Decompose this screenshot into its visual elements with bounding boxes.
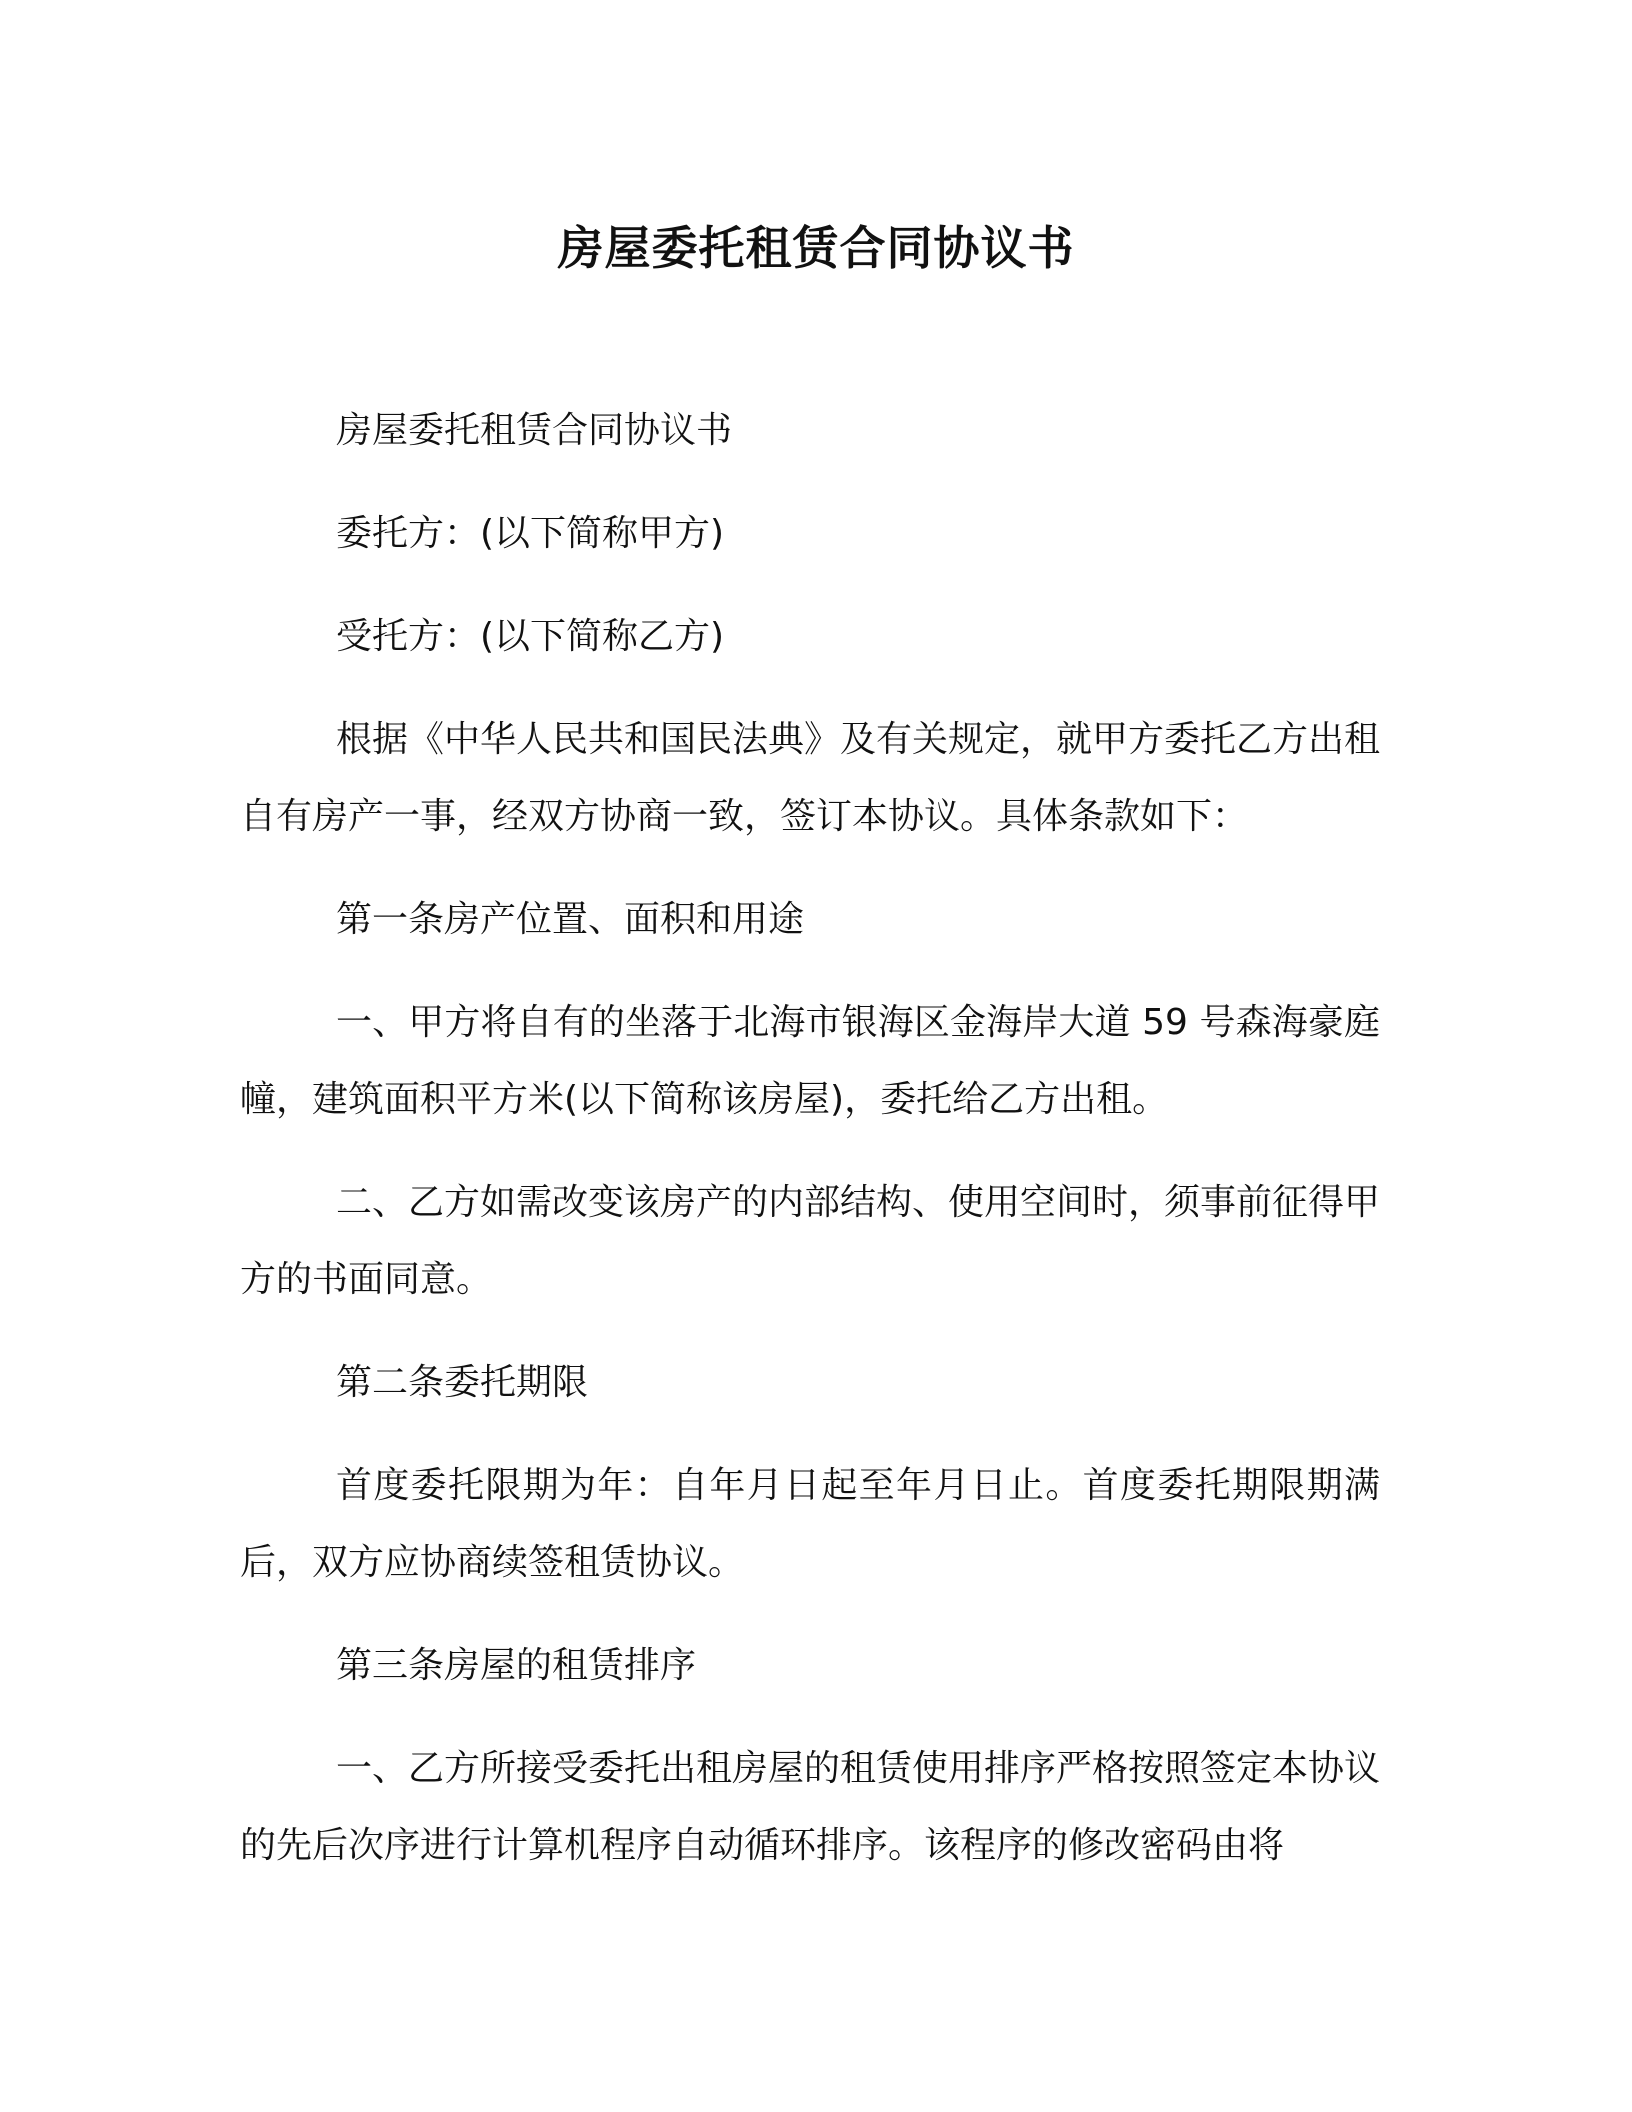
article-3-clause-1: 一、乙方所接受委托出租房屋的租赁使用排序严格按照签定本协议的先后次序进行计算机程序自动循环排序。该程序的修改密码由将: [240, 1748, 1381, 1866]
document-body: [240, 392, 1380, 1910]
paragraph-party-a: 委托方：(以下简称甲方): [336, 513, 725, 554]
article-1-heading: 第一条房产位置、面积和用途: [336, 899, 805, 940]
article-3-heading: 第三条房屋的租赁排序: [336, 1645, 697, 1686]
article-1-clause-1: 一、甲方将自有的坐落于北海市银海区金海岸大道 59 号森海豪庭幢，建筑面积平方米(以下简称该房屋)，委托给乙方出租。: [240, 1002, 1380, 1120]
paragraph-party-b: 受托方：(以下简称乙方): [336, 616, 725, 657]
document-title: 房屋委托租赁合同协议书: [557, 221, 1075, 275]
article-2-clause: 首度委托限期为年：自年月日起至年月日止。首度委托期限期满后，双方应协商续签租赁协议。: [240, 1465, 1380, 1583]
article-2-heading: 第二条委托期限: [336, 1362, 589, 1403]
article-1-clause-2: 二、乙方如需改变该房产的内部结构、使用空间时，须事前征得甲方的书面同意。: [240, 1182, 1381, 1300]
paragraph-subtitle: 房屋委托租赁合同协议书: [336, 410, 733, 451]
paragraph-preamble: 根据《中华人民共和国民法典》及有关规定，就甲方委托乙方出租自有房产一事，经双方协商一致，签订本协议。具体条款如下：: [240, 719, 1381, 837]
